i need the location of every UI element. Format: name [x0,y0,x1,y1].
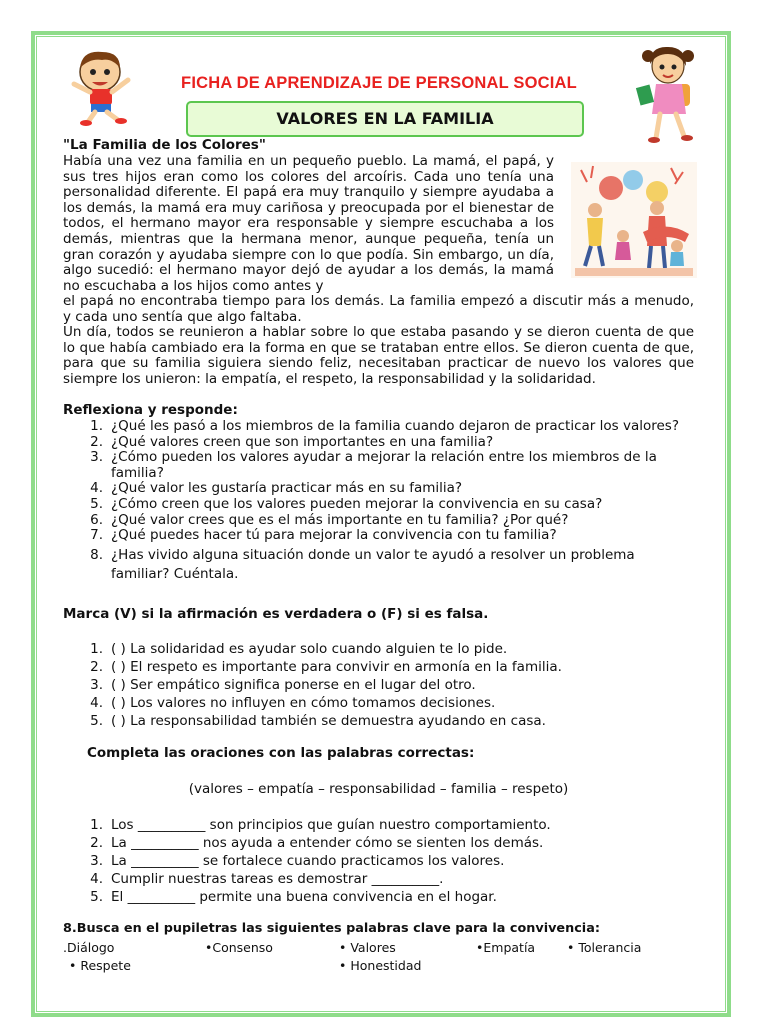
item-text: ¿Qué valores creen que son importantes en una familia? [111,433,494,450]
item-number: 5. [90,495,103,512]
item-number: 4. [90,695,103,711]
item-text: ¿Cómo pueden los valores ayudar a mejorar la relación entre los miembros de la familia? [111,449,657,481]
keyword-item: .Diálogo [63,940,115,955]
item-number: 5. [90,713,103,729]
story-paragraph-1-continued: el papá no encontraba tiempo para los demás. La familia empezó a discutir más a menudo, y cada uno sentía que algo faltaba. [63,293,694,325]
item-number: 3. [90,853,103,869]
item-text: ( ) La responsabilidad también se demuestra ayudando en casa. [111,713,546,729]
item-text: La __________ nos ayuda a entender cómo se sienten los demás. [111,835,544,851]
keyword-item: • Valores [339,940,396,955]
item-number: 1. [90,817,103,833]
completa-heading: Completa las oraciones con las palabras correctas: [87,745,475,761]
marca-list [76,640,694,730]
list-item [76,658,694,676]
list-item [76,481,694,497]
list-item [76,640,694,658]
story-paragraph-1: Había una vez una familia en un pequeño pueblo. La mamá, el papá, y sus tres hijos eran como los colores del arcoíris. Cada uno tenía una personalidad diferente. El papá era muy tranquilo y siempre ayudaba a los demás, la mamá era muy cariñosa y preocupada por el bienestar de todos, el hermano mayor era responsable y siempre escuchaba a los demás, mientras que la hermana menor, aunque pequeña, tenía un gran corazón y ayudaba siempre con lo que podía. Sin embargo, un día, algo sucedió: el hermano mayor dejó de ayudar a los demás, la mamá no escuchaba a los hijos como antes y [63,153,554,294]
story-title: "La Familia de los Colores" [63,137,266,153]
item-number: 3. [90,449,103,466]
item-text: ( ) La solidaridad es ayudar solo cuando alguien te lo pide. [111,641,508,657]
busca-heading: 8.Busca en el pupiletras las siguientes palabras clave para la convivencia: [63,921,600,936]
item-number: 8. [90,546,103,563]
item-number: 2. [90,835,103,851]
item-text: ¿Qué puedes hacer tú para mejorar la convivencia con tu familia? [111,527,557,544]
list-item [76,513,694,529]
list-item [76,435,694,451]
list-item [76,834,694,852]
item-number: 1. [90,418,103,434]
item-text: ¿Has vivido alguna situación donde un valor te ayudó a resolver un problema familiar? Cuéntala. [111,546,635,582]
item-number: 7. [90,527,103,544]
keyword-item: •Empatía [476,940,536,955]
word-bank: (valores – empatía – responsabilidad – familia – respeto) [188,781,569,797]
keyword-item: • Honestidad [339,958,422,973]
list-item [76,419,694,435]
worksheet-title: VALORES EN LA FAMILIA [186,101,584,137]
list-item [76,528,694,544]
reflexiona-heading: Reflexiona y responde: [63,402,238,418]
keyword-item: • Respete [69,958,131,973]
item-text: Cumplir nuestras tareas es demostrar __________. [111,871,444,887]
reflexiona-list [76,419,694,584]
worksheet-kicker: FICHA DE APRENDIZAJE DE PERSONAL SOCIAL [181,74,577,92]
item-text: El __________ permite una buena convivencia en el hogar. [111,889,497,905]
girl-with-backpack-icon [630,42,712,146]
item-text: ( ) El respeto es importante para convivir en armonía en la familia. [111,659,562,675]
item-number: 2. [90,433,103,450]
item-number: 5. [90,889,103,905]
item-text: Los __________ son principios que guían nuestro comportamiento. [111,817,551,833]
list-item [76,694,694,712]
story-paragraph-2: Un día, todos se reunieron a hablar sobre lo que estaba pasando y se dieron cuenta de que lo que había cambiado era la forma en que se trataban entre ellos. Se dieron cuenta de que, para que su familia siguiera siendo feliz, necesitaban practicar de nuevo los valores que siempre los unieron: la empatía, el respeto, la responsabilidad y la solidaridad. [63,324,694,387]
item-text: La __________ se fortalece cuando practicamos los valores. [111,853,505,869]
marca-heading: Marca (V) si la afirmación es verdadera o (F) si es falsa. [63,606,489,622]
item-text: ( ) Ser empático significa ponerse en el lugar del otro. [111,677,476,693]
list-item [76,888,694,906]
list-item [76,816,694,834]
item-text: ¿Qué valor crees que es el más importante en tu familia? ¿Por qué? [111,511,569,528]
list-item [76,870,694,888]
item-text: ( ) Los valores no influyen en cómo tomamos decisiones. [111,695,496,711]
list-item [76,546,694,584]
list-item [76,676,694,694]
keyword-item: •Consenso [205,940,273,955]
item-number: 1. [90,641,103,657]
family-celebration-icon [571,162,697,278]
list-item [76,712,694,730]
completa-list [76,816,694,906]
list-item [76,450,694,481]
list-item [76,497,694,513]
item-number: 4. [90,480,103,497]
item-number: 4. [90,871,103,887]
item-text: ¿Cómo creen que los valores pueden mejorar la convivencia en su casa? [111,495,603,512]
item-number: 2. [90,659,103,675]
item-number: 3. [90,677,103,693]
item-number: 6. [90,511,103,528]
keyword-item: • Tolerancia [567,940,642,955]
list-item [76,852,694,870]
item-text: ¿Qué valor les gustaría practicar más en su familia? [111,480,463,497]
item-text: ¿Qué les pasó a los miembros de la familia cuando dejaron de practicar los valores? [111,418,680,434]
boy-running-icon [66,44,148,126]
